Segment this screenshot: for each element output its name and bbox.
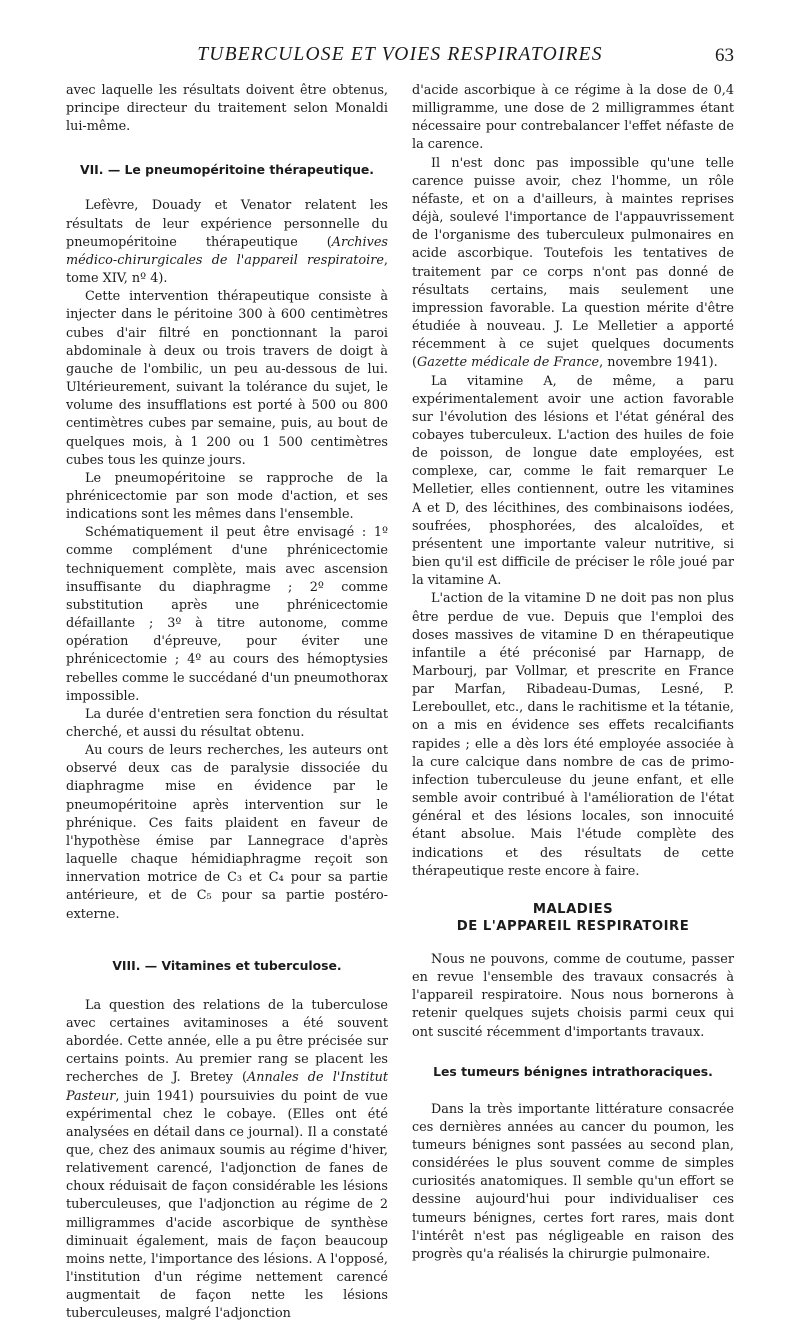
running-title: TUBERCULOSE ET VOIES RESPIRATOIRES xyxy=(197,44,603,65)
paragraph: Au cours de leurs recherches, les auteurs ont observé deux cas de paralysie dissociée du diaphragme mise en évidence par le pneumopéritoine après intervention sur le phrénique. Ces faits plaident en faveur de l'hypothèse émise par Lannegrace d'après laquelle chaque hémidiaphragme reçoit son innervation motrice de C₃ et C₄ pour sa partie antérieure, et de C₅ pour sa partie postéro-externe. xyxy=(66,743,388,922)
journal-citation: Annales de l'Institut Pasteur xyxy=(66,1070,388,1104)
page-number: 63 xyxy=(715,45,734,66)
intro-paragraph: avec laquelle les résultats doivent être obtenus, principe directeur du traitement selon Monaldi lui-même. xyxy=(66,83,388,135)
paragraph: La durée d'entretien sera fonction du résultat cherché, et aussi du résultat obtenu. xyxy=(66,706,388,740)
paragraph: Cette intervention thérapeutique consiste à injecter dans le péritoine 300 à 600 centimètres cubes d'air filtré en ponctionnant la paroi abdominale à deux ou trois travers de doigt à gauche de l'ombilic, un peu au-dessous de lui. Ultérieurement, suivant la tolérance du sujet, le volume des insufflations est porté à 500 ou 800 centimètres cubes par semaine, puis, au bout de quelques mois, à 1 200 ou 1 500 centimètres cubes tous les quinze jours. xyxy=(66,289,388,468)
journal-citation: Archives médico-chirurgicales de l'appareil respiratoire xyxy=(66,234,388,268)
chapter-heading-maladies: MALADIES DE L'APPAREIL RESPIRATOIRE xyxy=(456,901,690,934)
page-header xyxy=(66,44,734,74)
paragraph: Dans la très importante littérature consacrée ces dernières années au cancer du poumon, les tumeurs bénignes sont passées au second plan, considérées le plus souvent comme de simples curiosités anatomiques. Il semble qu'un effort se dessine aujourd'hui pour individualiser ces tumeurs bénignes, certes fort rares, mais dont l'intérêt n'est pas négligeable en raison des progrès qu'a réalisés la chirurgie pulmonaire. xyxy=(412,1101,734,1262)
section-heading-tumeurs: Les tumeurs bénignes intrathoraciques. xyxy=(433,1063,713,1079)
paragraph: Nous ne pouvons, comme de coutume, passer en revue l'ensemble des travaux consacrés à l'appareil respiratoire. Nous nous bornerons à retenir quelques sujets choisis parmi ceux qui ont suscité récemment d'importants travaux. xyxy=(412,951,734,1040)
paragraph: L'action de la vitamine D ne doit pas non plus être perdue de vue. Depuis que l'emploi des doses massives de vitamine D en thérapeutique infantile a été préconisé par Harnapp, de Marbourj, par Vollmar, et prescrite en France par Marfan, Ribadeau-Dumas, Lesné, P. Lereboullet, etc., dans le rachitisme et la tétanie, on a mis en évidence ses effets recalcifiants rapides ; elle a dès lors été employée associée à la cure calcique dans nombre de cas de primo-infection tuberculeuse du jeune enfant, et elle semble avoir contribué à l'amélioration de l'état général et des lésions locales, son innocuité étant absolue. Mais l'étude complète des indications et des résultats de cette thérapeutique reste encore à faire. xyxy=(412,591,734,879)
section-heading-vitamines: VIII. — Vitamines et tuberculose. xyxy=(112,957,342,973)
paragraph: Il n'est donc pas impossible qu'une telle carence puisse avoir, chez l'homme, un rôle néfaste, et on a d'ailleurs, à maintes reprises déjà, soulevé l'importance de l'appauvrissement de l'organisme des tuberculeux pulmonaires en acide ascorbique. Toutefois les tentatives de traitement par ce corps n'ont pas donné de résultats certains, mais seulement une impression favorable. La question mérite d'être étudiée à nouveau. J. Le Melletier a apporté récemment à ce sujet quelques documents (Gazette médicale de France, novembre 1941). xyxy=(412,155,734,371)
paragraph: Lefèvre, Douady et Venator relatent les résultats de leur expérience personnelle du pneumopéritoine thérapeutique (Archives médico-chirurgicales de l'appareil respiratoire, tome XIV, nº 4). xyxy=(66,198,388,287)
section-heading-pneumoperitoine: VII. — Le pneumopéritoine thérapeutique. xyxy=(79,162,375,178)
paragraph: Le pneumopéritoine se rapproche de la phrénicectomie par son mode d'action, et ses indications sont les mêmes dans l'ensemble. xyxy=(66,470,388,523)
paragraph: La question des relations de la tuberculose avec certaines avitaminoses a été souvent abordée. Cette année, elle a pu être précisée sur certains points. Au premier rang se placent les recherches de J. Bretey (Annales de l'Institut Pasteur, juin 1941) poursuivies du point de vue expérimental chez le cobaye. (Elles ont été analysées en détail dans ce journal). Il a constaté que, chez des animaux soumis au régime d'hiver, relativement carencé, l'adjonction de fanes de choux réduisait de façon considérable les lésions tuberculeuses, que l'adjonction au régime de 2 milligrammes d'acide ascorbique de synthèse diminuait également, mais de façon beaucoup moins nette, l'importance des lésions. A l'opposé, l'institution d'un régime nettement carencé augmentait de façon nette les lésions tuberculeuses, malgré l'adjonction xyxy=(66,997,388,1322)
paragraph: Schématiquement il peut être envisagé : 1º comme complément d'une phrénicectomie techniquement complète, mais avec ascension insuffisante du diaphragme ; 2º comme substitution après une phrénicectomie défaillante ; 3º à titre autonome, comme opération d'épreuve, pour éviter une phrénicectomie ; 4º au cours des hémoptysies rebelles comme le succédané d'un pneumothorax impossible. xyxy=(66,525,388,704)
paragraph: La vitamine A, de même, a paru expérimentalement avoir une action favorable sur l'évolution des lésions et l'état général des cobayes tuberculeux. L'action des huiles de foie de poisson, de longue date employées, est complexe, car, comme le fait remarquer Le Melletier, elles contiennent, outre les vitamines A et D, des lécithines, des combinaisons iodées, soufrées, phosphorées, des alcaloïdes, et présentent une importante valeur nutritive, si bien qu'il est difficile de préciser le rôle joué par la vitamine A. xyxy=(412,373,734,589)
continued-paragraph: d'acide ascorbique à ce régime à la dose de 0,4 milligramme, une dose de 2 milligrammes étant nécessaire pour contrebalancer l'effet néfaste de la carence. xyxy=(412,83,734,153)
left-column xyxy=(66,82,388,1324)
right-column xyxy=(412,82,734,1264)
journal-citation: Gazette médicale de France xyxy=(417,355,600,371)
